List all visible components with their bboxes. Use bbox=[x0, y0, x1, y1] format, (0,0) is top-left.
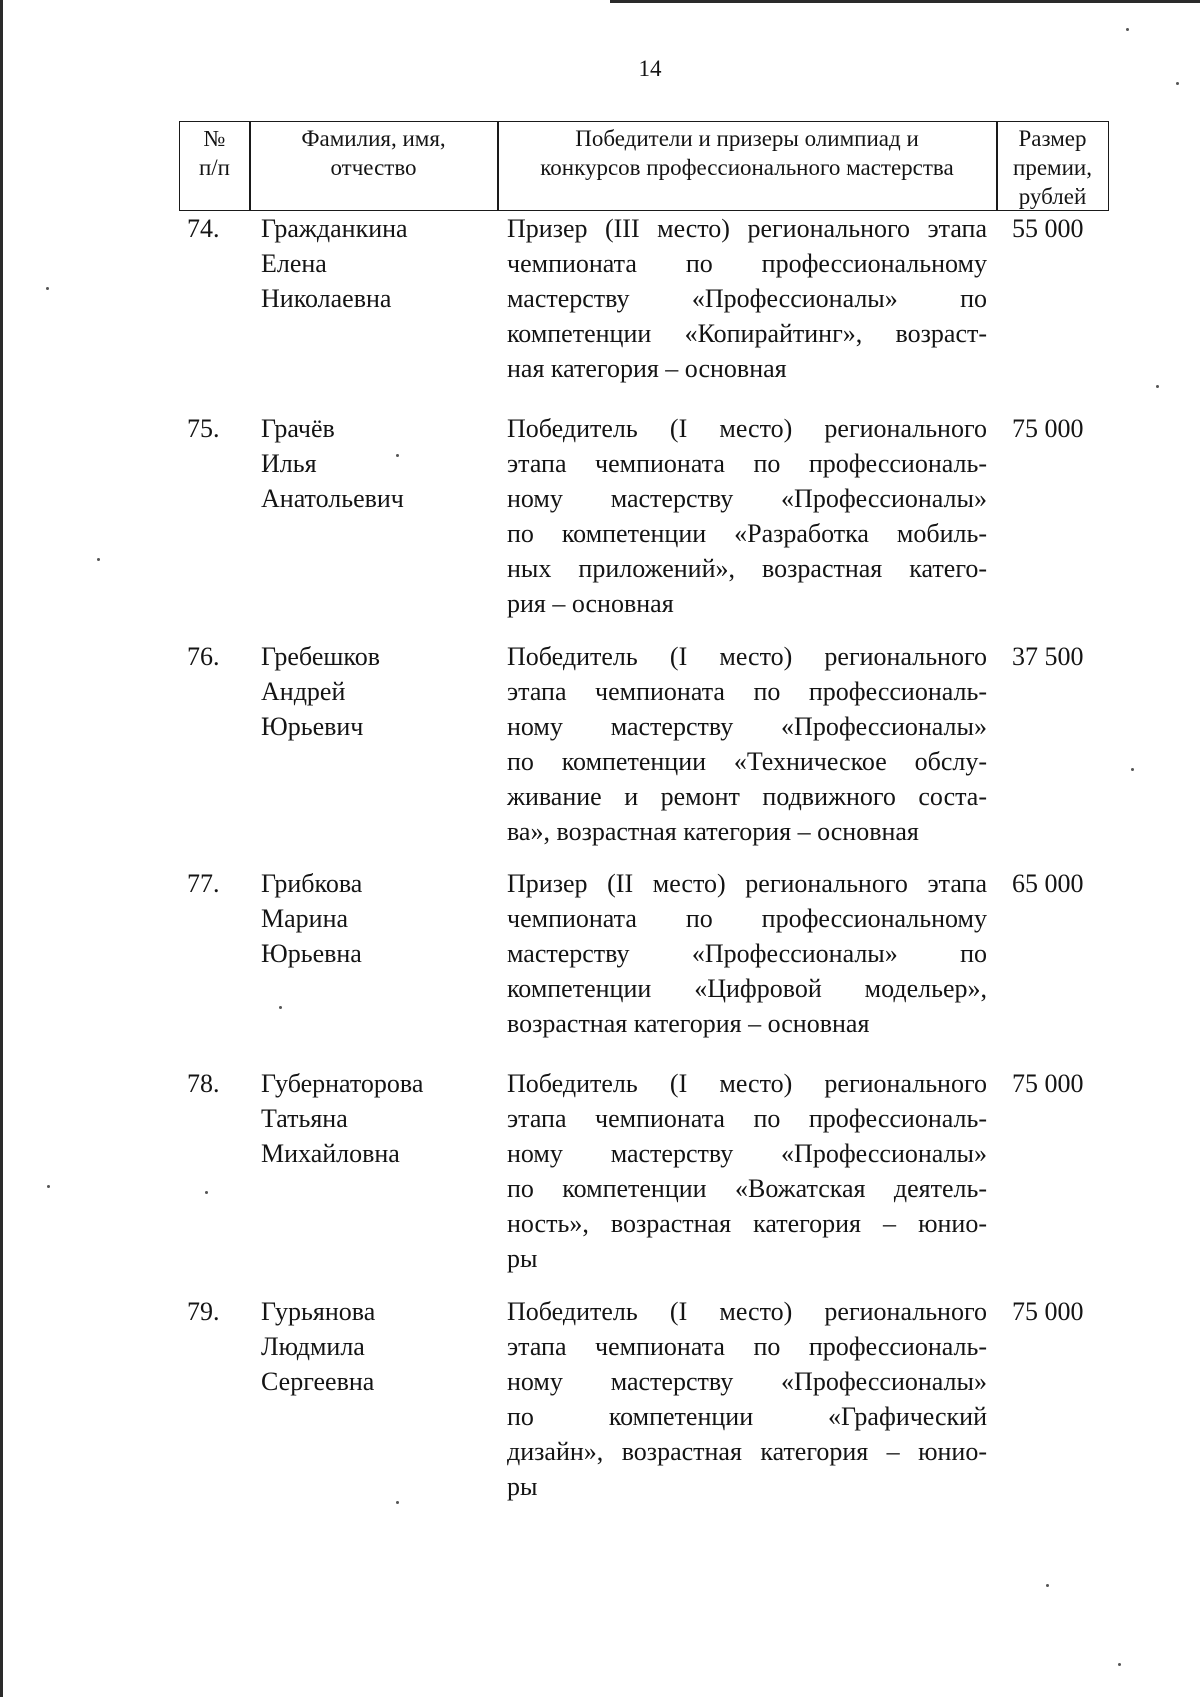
description-line: ры bbox=[507, 1244, 538, 1273]
description-line: по компетенции «Техническое обслу- bbox=[507, 747, 987, 776]
scan-speck bbox=[205, 1191, 208, 1194]
scan-speck bbox=[279, 1006, 282, 1009]
scan-speck bbox=[97, 558, 100, 561]
description-line: ному мастерству «Профессионалы» bbox=[507, 1367, 987, 1396]
description-line: по компетенции «Графический bbox=[507, 1402, 987, 1431]
description-line: дизайн», возрастная категория – юнио- bbox=[507, 1437, 987, 1466]
description-line: рия – основная bbox=[507, 589, 674, 618]
name-line: Татьяна bbox=[261, 1104, 348, 1133]
row-number: 76. bbox=[187, 642, 220, 671]
scan-edge-top bbox=[610, 0, 1200, 3]
row-description bbox=[507, 866, 987, 1041]
name-line: Илья bbox=[261, 449, 317, 478]
table-header bbox=[179, 121, 1109, 211]
description-line: Призер (III место) регионального этапа bbox=[507, 214, 987, 243]
header-description-line: конкурсов профессионального мастерства bbox=[540, 155, 954, 180]
row-name bbox=[261, 639, 501, 744]
header-description-line: Победители и призеры олимпиад и bbox=[575, 126, 919, 151]
scan-speck bbox=[1046, 1584, 1049, 1587]
scan-edge-left bbox=[0, 0, 3, 1697]
description-line: ных приложений», возрастная катего- bbox=[507, 554, 987, 583]
row-name bbox=[261, 411, 501, 516]
name-line: Андрей bbox=[261, 677, 346, 706]
description-line: компетенции «Цифровой модельер», bbox=[507, 974, 987, 1003]
header-num bbox=[180, 122, 249, 210]
name-line: Елена bbox=[261, 249, 327, 278]
name-line: Людмила bbox=[261, 1332, 365, 1361]
description-line: ная категория – основная bbox=[507, 354, 787, 383]
page-number: 14 bbox=[638, 56, 662, 81]
name-line: Михайловна bbox=[261, 1139, 400, 1168]
row-description bbox=[507, 411, 987, 621]
name-line: Губернаторова bbox=[261, 1069, 424, 1098]
scan-speck bbox=[47, 1185, 50, 1188]
description-line: чемпионата по профессиональному bbox=[507, 249, 987, 278]
row-number: 79. bbox=[187, 1297, 220, 1326]
name-line: Грибкова bbox=[261, 869, 363, 898]
description-line: по компетенции «Разработка мобиль- bbox=[507, 519, 987, 548]
header-description bbox=[498, 122, 996, 210]
name-line: Гурьянова bbox=[261, 1297, 376, 1326]
row-number: 75. bbox=[187, 414, 220, 443]
header-name-line: Фамилия, имя, bbox=[301, 126, 446, 151]
scan-speck bbox=[1176, 82, 1179, 85]
description-line: по компетенции «Вожатская деятель- bbox=[507, 1174, 987, 1203]
row-number: 74. bbox=[187, 214, 220, 243]
description-line: ному мастерству «Профессионалы» bbox=[507, 1139, 987, 1168]
header-prize-line: рублей bbox=[1018, 184, 1087, 209]
description-line: этапа чемпионата по профессиональ- bbox=[507, 1104, 987, 1133]
description-line: ному мастерству «Профессионалы» bbox=[507, 484, 987, 513]
row-prize: 55 000 bbox=[1012, 214, 1084, 243]
row-name bbox=[261, 1294, 501, 1399]
description-line: Победитель (I место) регионального bbox=[507, 642, 987, 671]
row-number: 78. bbox=[187, 1069, 220, 1098]
row-prize: 65 000 bbox=[1012, 869, 1084, 898]
description-line: Победитель (I место) регионального bbox=[507, 1069, 987, 1098]
name-line: Николаевна bbox=[261, 284, 392, 313]
row-prize: 37 500 bbox=[1012, 642, 1084, 671]
description-line: компетенции «Копирайтинг», возраст- bbox=[507, 319, 987, 348]
scan-speck bbox=[46, 287, 49, 290]
description-line: этапа чемпионата по профессиональ- bbox=[507, 1332, 987, 1361]
name-line: Анатольевич bbox=[261, 484, 404, 513]
description-line: ному мастерству «Профессионалы» bbox=[507, 712, 987, 741]
name-line: Гражданкина bbox=[261, 214, 408, 243]
scan-speck bbox=[1131, 768, 1134, 771]
description-line: Призер (II место) регионального этапа bbox=[507, 869, 987, 898]
row-name bbox=[261, 866, 501, 971]
row-description bbox=[507, 211, 987, 386]
description-line: мастерству «Профессионалы» по bbox=[507, 939, 987, 968]
header-num-line: № bbox=[203, 126, 226, 151]
name-line: Юрьевич bbox=[261, 712, 364, 741]
row-prize: 75 000 bbox=[1012, 1297, 1084, 1326]
row-name bbox=[261, 211, 501, 316]
description-line: этапа чемпионата по профессиональ- bbox=[507, 677, 987, 706]
header-prize bbox=[997, 122, 1108, 210]
header-prize-line: Размер bbox=[1018, 126, 1087, 151]
description-line: возрастная категория – основная bbox=[507, 1009, 870, 1038]
name-line: Гребешков bbox=[261, 642, 380, 671]
scan-speck bbox=[1118, 1663, 1121, 1666]
description-line: мастерству «Профессионалы» по bbox=[507, 284, 987, 313]
row-name bbox=[261, 1066, 501, 1171]
description-line: этапа чемпионата по профессиональ- bbox=[507, 449, 987, 478]
scan-speck bbox=[396, 1501, 399, 1504]
description-line: ность», возрастная категория – юнио- bbox=[507, 1209, 987, 1238]
scan-speck bbox=[1156, 385, 1159, 388]
description-line: ва», возрастная категория – основная bbox=[507, 817, 919, 846]
name-line: Грачёв bbox=[261, 414, 335, 443]
header-prize-line: премии, bbox=[1013, 155, 1092, 180]
header-num-line: п/п bbox=[198, 155, 230, 180]
name-line: Юрьевна bbox=[261, 939, 362, 968]
scan-speck bbox=[396, 454, 399, 457]
row-prize: 75 000 bbox=[1012, 414, 1084, 443]
name-line: Марина bbox=[261, 904, 349, 933]
row-number: 77. bbox=[187, 869, 220, 898]
description-line: ры bbox=[507, 1472, 538, 1501]
row-prize: 75 000 bbox=[1012, 1069, 1084, 1098]
header-name bbox=[250, 122, 497, 210]
description-line: чемпионата по профессиональному bbox=[507, 904, 987, 933]
description-line: Победитель (I место) регионального bbox=[507, 1297, 987, 1326]
name-line: Сергеевна bbox=[261, 1367, 375, 1396]
scan-speck bbox=[1126, 28, 1129, 31]
row-description bbox=[507, 1066, 987, 1276]
description-line: живание и ремонт подвижного соста- bbox=[507, 782, 987, 811]
description-line: Победитель (I место) регионального bbox=[507, 414, 987, 443]
row-description bbox=[507, 1294, 987, 1504]
row-description bbox=[507, 639, 987, 849]
header-name-line: отчество bbox=[330, 155, 417, 180]
